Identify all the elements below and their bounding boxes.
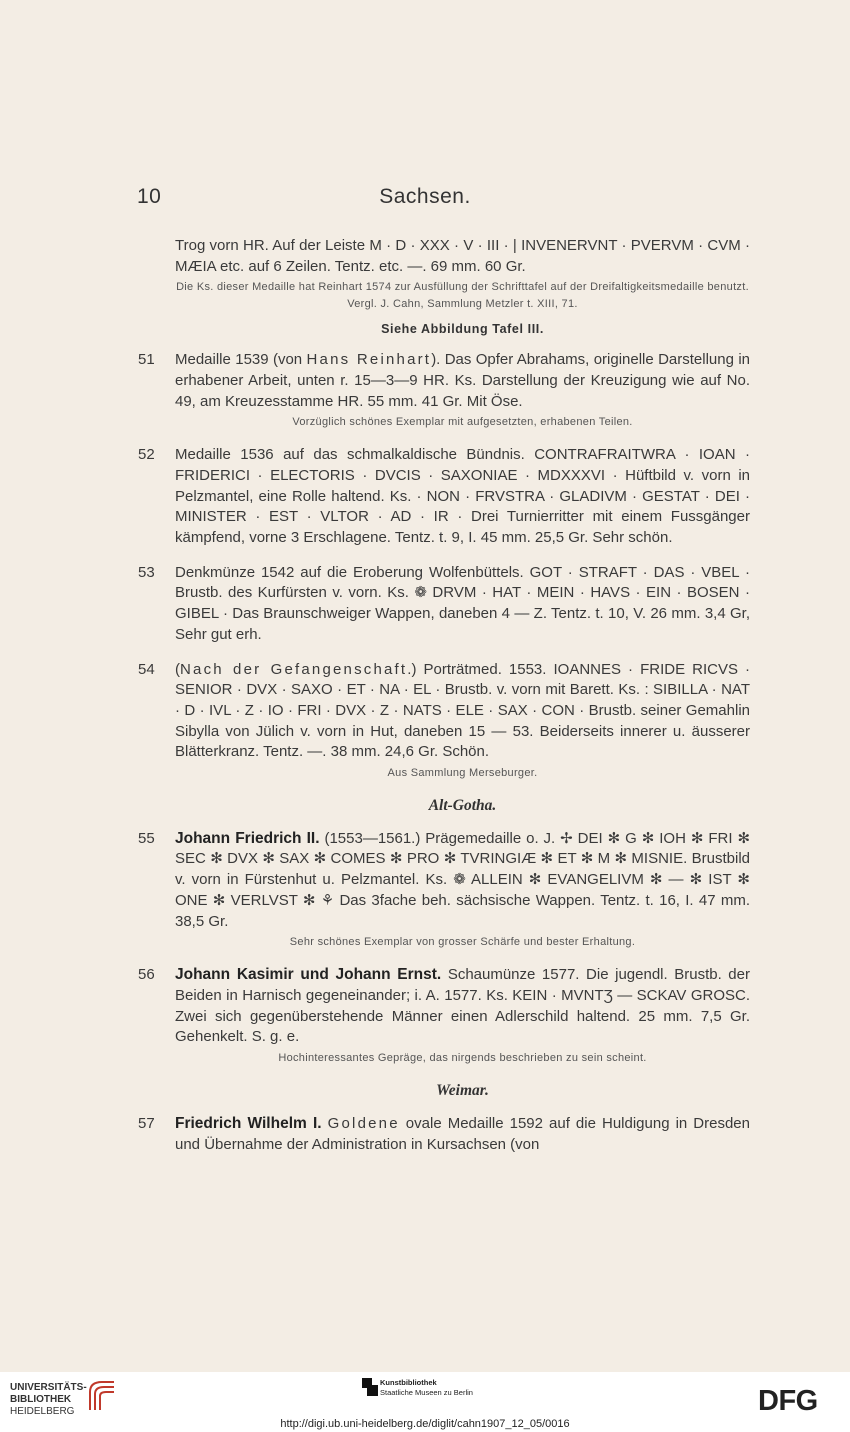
entry-text: (1553—1561.) Prägemedaille o. J. ✢ DEI ✻ G ✻ IOH ✻ FRI ✻ SEC ✻ DVX ✻ SAX ✻ COMES ✻ PRO ✻ TVRINGIÆ ✻ ET ✻ M ✻ MISNIE. Brustbild v. vorn in Fürstenhut u. Pelzmantel. Ks. ❁ ALLEIN ✻ EVANGELIVM ✻ — ✻ IST ✻ ONE ✻ VERLVST ✻ ⚘ Das 3fache beh. sächsische Wappen. Tentz. t. 16, I. 47 mm. 38,5 Gr. <box>175 829 751 930</box>
section-heading-weimar: Weimar. <box>436 1082 489 1100</box>
page-number: 10 <box>137 185 162 208</box>
dfg-logo: DFG <box>758 1385 818 1417</box>
entry-text: .) Porträtmed. 1553. IOANNES · FRIDE RICVS · SENIOR · DVX · SAXO · ET · NA · EL · Brustb. v. vorn mit Barett. Ks. : SIBILLA · NAT · D · IVL · Z · IO · FRI · DVX · Z · NATS · ELE · SAX · CON · Brustb. seiner Gemahlin Sibylla von Jülich v. vorn in Hut, daneben 15 — 53. Beiderseits innerer u. äusserer Blätterkranz. Tentz. —. 38 mm. 24,6 Gr. Schön. <box>175 660 750 761</box>
catalog-entry-57 <box>138 1114 750 1155</box>
entry-text: ). Das Opfer Abrahams, originelle Darstellung in erhabener Arbeit, unten r. 15—3—9 HR. Ks. Darstellung der Kreuzigung wie auf No. 49, am Kreuzesstamme HR. 55 mm. 41 Gr. Mit Öse. <box>175 351 750 410</box>
catalog-entry-55 <box>138 829 750 952</box>
catalog-entry-56 <box>138 965 750 1067</box>
library-name-line: HEIDELBERG <box>10 1406 75 1417</box>
entry-spaced: Goldene <box>327 1114 400 1132</box>
entry-number: 51 <box>138 351 155 369</box>
entry-number: 54 <box>138 660 155 678</box>
entry-text: Schaumünze 1577. Die jugendl. Brustb. der Beiden in Harnisch gegeneinander; i. A. 1577. Ks. KEIN · MVNTƷ — SCKAV GROSC. Zwei sich gegenüberstehende Männer einen Adlerschild haltend. 25 mm. 7,5 Gr. Gehenkelt. S. g. e. <box>175 966 750 1046</box>
entry-text: Denkmünze 1542 auf die Eroberung Wolfenbüttels. GOT · STRAFT · DAS · VBEL · Brustb. des Kurfürsten v. vorn. Ks. ❁ DRVM · HAT · MEIN · HAVS · EIN · BOSEN · GIBEL · Das Braunschweiger Wappen, daneben 4 — Z. Tentz. t. 10, V. 26 mm. 3,4 Gr, Sehr gut erh. <box>175 563 750 643</box>
catalog-entry-52 <box>138 445 750 549</box>
entry-note: Hochinteressantes Gepräge, das nirgends beschrieben zu sein scheint. <box>278 1052 647 1065</box>
kunstbibliothek-title: Kunstbibliothek <box>380 1378 437 1387</box>
entry-ruler-name: Johann Kasimir und Johann Ernst. <box>175 966 442 984</box>
running-title: Sachsen. <box>379 185 471 208</box>
viewer-footer <box>0 1372 850 1432</box>
library-name <box>10 1382 87 1418</box>
catalog-entry-53 <box>138 563 750 646</box>
kunstbibliothek-logo-icon <box>362 1378 378 1396</box>
library-name-line: BIBLIOTHEK <box>10 1394 72 1405</box>
entry-text: Trog vorn HR. Auf der Leiste M · D · XXX · V · III · | INVENERVNT · PVERVM · CVM · MÆIA etc. auf 6 Zeilen. Tentz. etc. —. 69 mm. 60 Gr. <box>175 237 750 275</box>
university-library-logo-icon <box>86 1378 118 1412</box>
catalog-entry-54 <box>138 660 750 783</box>
entry-note: Aus Sammlung Merseburger. <box>387 767 538 780</box>
entry-number: 57 <box>138 1114 155 1132</box>
entry-ruler-name: Friedrich Wilhelm I. <box>175 1114 322 1132</box>
entry-number: 56 <box>138 966 155 984</box>
entry-spaced: Hans Reinhart <box>306 351 432 369</box>
entry-note: Vorzüglich schönes Exemplar mit aufgesetzten, erhabenen Teilen. <box>292 416 633 429</box>
catalog-body <box>138 236 750 1169</box>
kunstbibliothek-label <box>380 1378 473 1398</box>
permalink-url[interactable]: http://digi.ub.uni-heidelberg.de/diglit/cahn1907_12_05/0016 <box>280 1418 570 1430</box>
entry-text: ovale Medaille 1592 auf die Huldigung in Dresden und Übernahme der Administration in Kursachsen (von <box>175 1114 750 1153</box>
entry-note: Sehr schönes Exemplar von grosser Schärfe und bester Erhaltung. <box>289 936 636 949</box>
section-heading-alt-gotha: Alt-Gotha. <box>428 797 497 815</box>
kunstbibliothek-subtitle: Staatliche Museen zu Berlin <box>380 1388 473 1397</box>
library-name-line: UNIVERSITÄTS- <box>10 1382 87 1393</box>
entry-ruler-name: Johann Friedrich II. <box>175 829 320 847</box>
entry-text: Medaille 1536 auf das schmalkaldische Bündnis. CONTRAFRAITWRA · IOAN · FRIDERICI · ELECTORIS · DVCIS · SAXONIAE · MDXXXVI · Hüftbild v. vorn in Pelzmantel, eine Rolle haltend. Ks. · NON · FRVSTRA · GLADIVM · GESTAT · DEI · MINISTER · EST · VLTOR · AD · IR · Drei Turnierritter mit einem Fussgänger kämpfend, vorne 3 Erschlagene. Tentz. t. 9, I. 45 mm. 25,5 Gr. Sehr schön. <box>175 446 750 547</box>
entry-note: Die Ks. dieser Medaille hat Reinhart 1574 zur Ausfüllung der Schrifttafel auf der Dreifaltigkeitsmedaille benutzt. Vergl. J. Cahn, Sammlung Metzler t. XIII, 71. <box>176 281 749 311</box>
entry-number: 53 <box>138 563 155 581</box>
entry-number: 55 <box>138 829 155 847</box>
entry-pre: ( <box>175 660 180 678</box>
plate-reference: Siehe Abbildung Tafel III. <box>381 322 544 337</box>
catalog-entry-51 <box>138 350 750 431</box>
catalog-entry-continuation <box>138 236 750 313</box>
entry-spaced: Nach der Gefangenschaft <box>180 660 408 678</box>
entry-pre: Medaille 1539 (von <box>175 351 307 369</box>
entry-number: 52 <box>138 446 155 464</box>
